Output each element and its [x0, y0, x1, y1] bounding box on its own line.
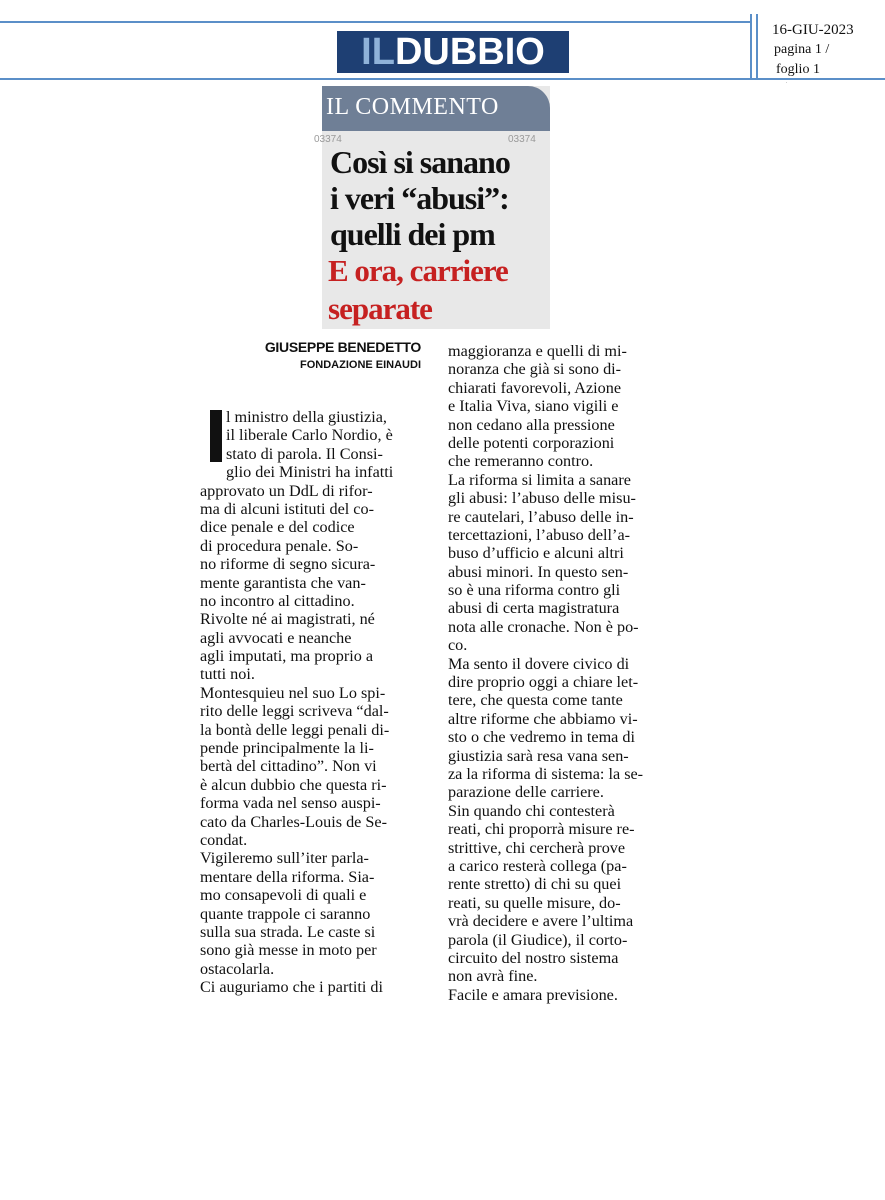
- article-line: abusi minori. In questo sen-: [448, 562, 629, 581]
- article-line: chiarati favorevoli, Azione: [448, 378, 622, 397]
- headline-box: [314, 86, 550, 329]
- clipping-page: pagina 1 /: [774, 42, 830, 57]
- article-line: a carico resterà collega (pa-: [448, 856, 627, 875]
- kicker-banner: [322, 86, 550, 131]
- article-line: Facile e amara previsione.: [448, 985, 618, 1004]
- article-line: Rivolte né ai magistrati, né: [200, 610, 375, 629]
- article-line: sono già messe in moto per: [200, 941, 377, 960]
- code-number-right: 03374: [508, 134, 536, 145]
- article-line: noranza che già si sono di-: [448, 360, 622, 379]
- article-line: gli abusi: l’abuso delle misu-: [448, 489, 636, 508]
- article-line: co.: [448, 636, 468, 655]
- article-line: Ma sento il dovere civico di: [448, 654, 630, 673]
- article-line: Montesquieu nel suo Lo spi-: [200, 683, 386, 702]
- headline-subtitle-line: E ora, carriere: [328, 253, 508, 288]
- article-line: è alcun dubbio che questa ri-: [200, 775, 387, 794]
- headline-title-line: Così si sanano: [330, 144, 510, 180]
- article-line: nota alle cronache. Non è po-: [448, 617, 639, 636]
- article-line: agli imputati, ma proprio a: [200, 647, 374, 666]
- article-line: re cautelari, l’abuso delle in-: [448, 507, 634, 526]
- header-rule-bottom: [0, 78, 885, 80]
- article-line: e Italia Viva, siano vigili e: [448, 397, 619, 416]
- article-line: sulla sua strada. Le caste si: [200, 922, 376, 941]
- clipping-sheet: foglio 1: [776, 62, 820, 77]
- article-line: circuito del nostro sistema: [448, 948, 619, 967]
- article-column-2: [448, 342, 668, 1004]
- article-line: vrà decidere e avere l’ultima: [448, 912, 634, 931]
- article-line: rito delle leggi scriveva “dal-: [200, 702, 389, 721]
- headline-subtitle: [328, 252, 546, 328]
- article-line: mente garantista che van-: [200, 573, 366, 592]
- article-line: Vigileremo sull’iter parla-: [200, 849, 369, 868]
- article-column-1: [200, 408, 425, 997]
- article-line: delle potenti corporazioni: [448, 433, 615, 452]
- article-line: abusi di certa magistratura: [448, 599, 620, 618]
- article-line: non avrà fine.: [448, 967, 538, 986]
- article-line: buso d’ufficio e alcuni altri: [448, 544, 624, 563]
- author-name: GIUSEPPE BENEDETTO: [264, 339, 421, 355]
- article-line: parazione delle carriere.: [448, 783, 604, 802]
- article-line: pende principalmente la li-: [200, 739, 374, 758]
- clipping-date: 16-GIU-2023: [772, 22, 854, 38]
- article-line: quante trappole ci saranno: [200, 904, 371, 923]
- article-line: altre riforme che abbiamo vi-: [448, 709, 638, 728]
- article-line: bertà del cittadino”. Non vi: [200, 757, 377, 776]
- article-line: che remeranno contro.: [448, 452, 594, 471]
- header-rule-top: [0, 21, 752, 23]
- article-line: condat.: [200, 830, 248, 849]
- logo-dubbio: DUBBIO: [394, 30, 545, 73]
- clipping-metadata: [766, 20, 876, 86]
- article-line: la bontà delle leggi penali di-: [200, 720, 390, 739]
- article-line: za la riforma di sistema: la se-: [448, 764, 644, 783]
- article-line: l ministro della giustizia,: [226, 408, 387, 426]
- article-line: di procedura penale. So-: [200, 536, 359, 555]
- article-line: cato da Charles-Louis de Se-: [200, 812, 387, 831]
- article-line: non cedano alla pressione: [448, 415, 615, 434]
- article-line: dice penale e del codice: [200, 518, 355, 537]
- article-line: glio dei Ministri ha infatti: [226, 463, 394, 482]
- headline-title: [330, 144, 545, 252]
- article-line: maggioranza e quelli di mi-: [448, 342, 627, 360]
- article-line: reati, su quelle misure, do-: [448, 893, 621, 912]
- kicker-label: IL COMMENTO: [326, 94, 499, 120]
- article-line: giustizia sarà resa vana sen-: [448, 746, 629, 765]
- article-line: mo consapevoli di quali e: [200, 886, 367, 905]
- header-divider-right: [756, 14, 758, 80]
- article-line: Sin quando chi contesterà: [448, 801, 615, 820]
- article-line: rente stretto) di chi su quei: [448, 875, 622, 894]
- article-line: strittive, chi cercherà prove: [448, 838, 626, 857]
- article-line: La riforma si limita a sanare: [448, 470, 631, 489]
- article-line: no incontro al cittadino.: [200, 591, 355, 610]
- article-line: forma vada nel senso auspi-: [200, 794, 381, 813]
- headline-subtitle-line: separate: [328, 291, 432, 326]
- newspaper-logo: [337, 31, 569, 73]
- article-line: ostacolarla.: [200, 959, 275, 978]
- article-line: parola (il Giudice), il corto-: [448, 930, 628, 949]
- article-line: tercettazioni, l’abuso dell’a-: [448, 525, 631, 544]
- article-line: sto o che vedremo in tema di: [448, 728, 636, 747]
- author-affiliation: FONDAZIONE EINAUDI: [300, 359, 421, 371]
- headline-title-line: i veri “abusi”:: [330, 180, 509, 216]
- logo-il: IL: [361, 30, 395, 73]
- article-line: so è una riforma contro gli: [448, 581, 621, 600]
- header-divider-left: [750, 14, 752, 80]
- article-line: tere, che questa come tante: [448, 691, 623, 710]
- article-line: il liberale Carlo Nordio, è: [226, 426, 393, 445]
- article-line: Ci auguriamo che i partiti di: [200, 978, 383, 997]
- article-line: tutti noi.: [200, 665, 255, 684]
- article-line: agli avvocati e neanche: [200, 628, 352, 647]
- article-line: reati, chi proporrà misure re-: [448, 820, 635, 839]
- article-line: ma di alcuni istituti del co-: [200, 499, 374, 518]
- clipping-mark: .: [786, 80, 788, 85]
- headline-title-line: quelli dei pm: [330, 216, 495, 252]
- article-line: stato di parola. Il Consi-: [226, 444, 383, 463]
- code-number-left: 03374: [314, 134, 342, 145]
- article-line: dire proprio oggi a chiare let-: [448, 673, 639, 692]
- article-line: mentare della riforma. Sia-: [200, 867, 375, 886]
- article-line: no riforme di segno sicura-: [200, 555, 376, 574]
- article-line: approvato un DdL di rifor-: [200, 481, 373, 500]
